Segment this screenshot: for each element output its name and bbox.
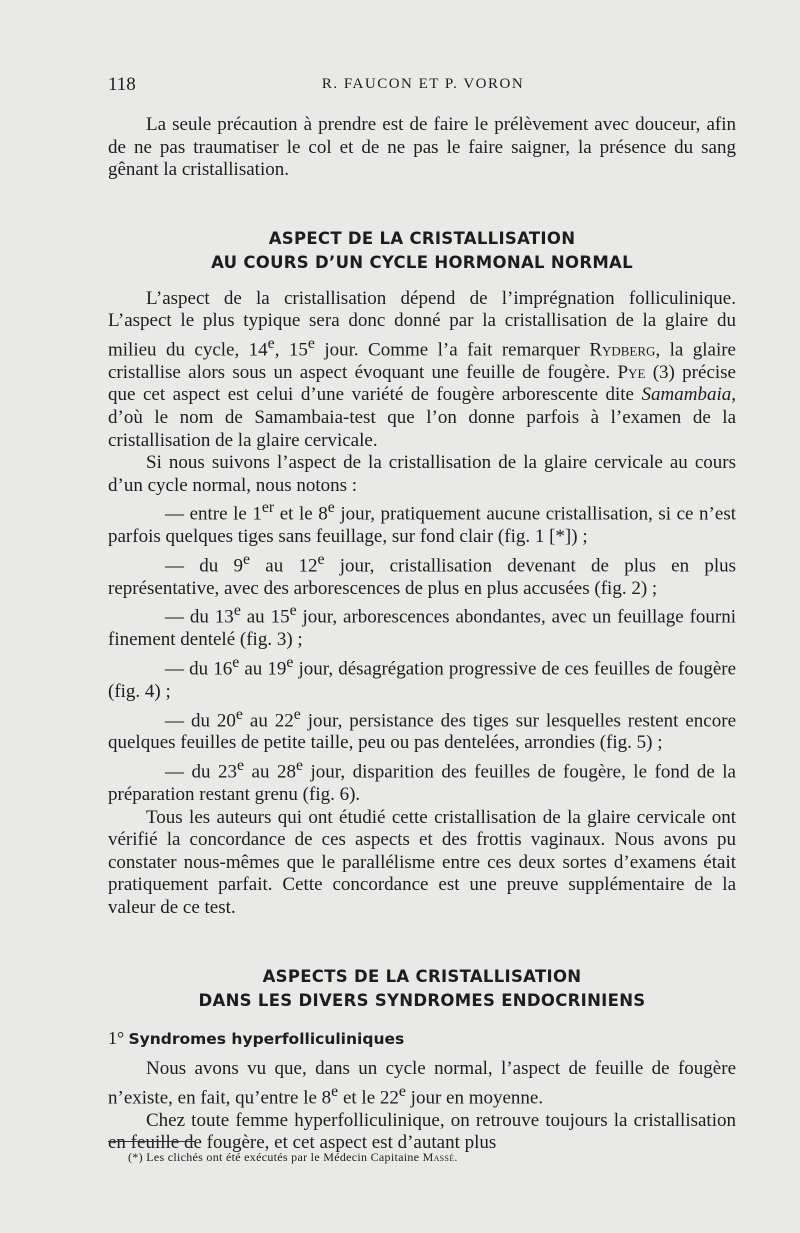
list-item-day-9-12: — du 9e au 12e jour, cristallisation devenant de plus en plus représentative, avec des arborescences de plus en plus accusées (fig. 2) ; xyxy=(108,550,736,599)
footnote-author: Massé xyxy=(422,1150,455,1164)
page-header xyxy=(108,74,738,98)
subsection-title: Syndromes hyperfolliculiniques xyxy=(128,1029,405,1048)
paragraph-normal-cycle-fern: Nous avons vu que, dans un cycle normal, l’aspect de feuille de fougère n’existe, en fait, qu’entre le 8e et le 22e jour en moyenne. xyxy=(108,1058,736,1109)
paragraph-cycle-intro: Si nous suivons l’aspect de la cristallisation de la glaire cervicale au cours d’un cycle normal, nous notons : xyxy=(108,452,736,496)
subsection-number: 1° xyxy=(108,1027,125,1048)
subsection-heading xyxy=(108,1027,736,1051)
section-heading-endocrine-syndromes xyxy=(108,965,736,1013)
list-item-day-20-22: — du 20e au 22e jour, persistance des tiges sur lesquelles restent encore quelques feuilles de petite taille, peu ou pas dentelées, arrondies (fig. 5) ; xyxy=(108,705,736,754)
list-item-day-13-15: — du 13e au 15e jour, arborescences abondantes, avec un feuillage fourni finement dentelé (fig. 3) ; xyxy=(108,602,737,651)
heading-line: ASPECTS DE LA CRISTALLISATION xyxy=(262,966,582,986)
list-item-day-1-8: — entre le 1er et le 8e jour, pratiquement aucune cristallisation, si ce n’est parfois quelques tiges sans feuillage, sur fond clair (fig. 1 [*]) ; xyxy=(108,499,736,548)
paragraph-aspect: L’aspect de la cristallisation dépend de l’imprégnation folliculinique. L’aspect le plus typique sera donc donné par la cristallisation de la glaire du milieu du cycle, 14e, 15e jour. Comme l’a fait remarquer Rydberg, la glaire cristallise alors sous un aspect évoquant une feuille de fougère. Pye (3) précise que cet aspect est celui d’une variété de fougère arborescente dite Samambaia, d’où le nom de Samambaia-test que l’on donne parfois à l’examen de la cristallisation de la glaire cervicale. xyxy=(108,287,736,451)
list-item-day-16-19: — du 16e au 19e jour, désagrégation progressive de ces feuilles de fougère (fig. 4) ; xyxy=(108,654,737,702)
page-number: 118 xyxy=(108,74,136,95)
author-name: Rydberg xyxy=(589,339,656,361)
paragraph-concordance: Tous les auteurs qui ont étudié cette cristallisation de la glaire cervicale ont vérifié la concordance de ces aspects et des frottis vaginaux. Nous avons pu constater nous-mêmes que le parallélisme entre ces deux sortes d’examens était pratiquement parfait. Cette concordance est une preuve supplémentaire de la valeur de ce test. xyxy=(108,806,736,918)
footnote-rule xyxy=(108,1141,196,1142)
heading-line: ASPECT DE LA CRISTALLISATION xyxy=(268,228,576,248)
section-heading-normal-cycle xyxy=(108,227,736,275)
heading-line: DANS LES DIVERS SYNDROMES ENDOCRINIENS xyxy=(198,990,646,1010)
author-name: Pye xyxy=(617,361,646,383)
paragraph-hyperfolliculinic: Chez toute femme hyperfolliculinique, on retrouve toujours la cristallisation en feuille de fougère, et cet aspect est d’autant plus xyxy=(108,1109,736,1154)
heading-line: AU COURS D’UN CYCLE HORMONAL NORMAL xyxy=(211,252,633,272)
list-item-day-23-28: — du 23e au 28e jour, disparition des feuilles de fougère, le fond de la préparation restant grenu (fig. 6). xyxy=(108,757,736,805)
footnote: (*) Les clichés ont été exécutés par le Médecin Capitaine Massé. xyxy=(128,1150,458,1164)
paragraph-precaution: La seule précaution à prendre est de faire le prélèvement avec douceur, afin de ne pas traumatiser le col et de ne pas le faire saigner, la présence du sang gênant la cristallisation. xyxy=(108,114,736,181)
species-name: Samambaia, xyxy=(641,384,736,406)
running-head: R. FAUCON ET P. VORON xyxy=(321,76,525,92)
body-text xyxy=(108,114,736,1155)
